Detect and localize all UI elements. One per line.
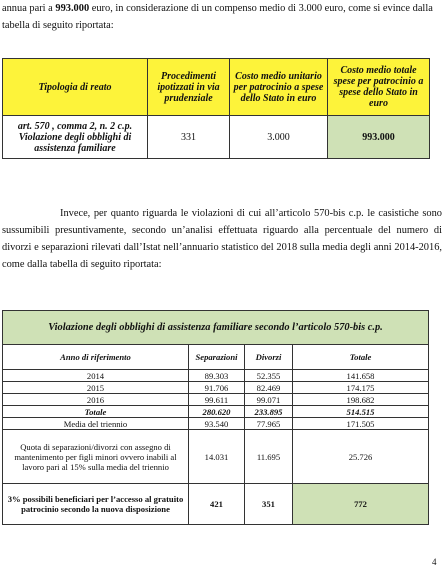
header-totale: Totale bbox=[293, 345, 429, 370]
intro-amount: 993.000 bbox=[55, 3, 90, 14]
cell-anno: Quota di separazioni/divorzi con assegno di mantenimento per figli minori ovvero inabili al lavoro pari al 15% sulla media del triennio bbox=[3, 430, 189, 484]
cell-totale: 171.505 bbox=[293, 418, 429, 430]
table-row bbox=[3, 370, 429, 382]
table-row bbox=[3, 382, 429, 394]
cell-separazioni: 421 bbox=[189, 484, 245, 525]
cell-divorzi: 351 bbox=[245, 484, 293, 525]
header-divorzi: Divorzi bbox=[245, 345, 293, 370]
intro-before: annua pari a bbox=[2, 3, 56, 14]
cell-totale: 141.658 bbox=[293, 370, 429, 382]
cell-divorzi: 99.071 bbox=[245, 394, 293, 406]
cell-totale: 772 bbox=[293, 484, 429, 525]
cell-anno: 2016 bbox=[3, 394, 189, 406]
violations-table-header-row bbox=[3, 345, 429, 370]
table-row-beneficiari bbox=[3, 484, 429, 525]
cell-procedimenti: 331 bbox=[148, 116, 230, 159]
page-number: 4 bbox=[432, 557, 437, 567]
cell-separazioni: 280.620 bbox=[189, 406, 245, 418]
cell-totale: 198.682 bbox=[293, 394, 429, 406]
violations-table-caption-row bbox=[3, 311, 429, 345]
cell-anno: 3% possibili beneficiari per l’accesso al gratuito patrocinio secondo la nuova disposizione bbox=[3, 484, 189, 525]
body-paragraph: Invece, per quanto riguarda le violazioni di cui all’articolo 570-bis c.p. le casistiche sono sussumibili presuntivamente, secondo un’analisi effettuata riguardo alla percentuale del numero di divorzi e separazioni rilevati dall’Istat nell’annuario statistico del 2018 sulla media degli anni 2014-2016, come dalla tabella di seguito riportata: bbox=[2, 208, 442, 270]
cell-costo-unitario: 3.000 bbox=[230, 116, 328, 159]
cost-table bbox=[2, 58, 430, 159]
cell-separazioni: 89.303 bbox=[189, 370, 245, 382]
cell-separazioni: 99.611 bbox=[189, 394, 245, 406]
cell-costo-totale: 993.000 bbox=[328, 116, 430, 159]
cell-anno: Totale bbox=[3, 406, 189, 418]
header-tipologia: Tipologia di reato bbox=[3, 59, 148, 116]
cell-anno: Media del triennio bbox=[3, 418, 189, 430]
intro-paragraph bbox=[2, 0, 440, 34]
cell-divorzi: 233.895 bbox=[245, 406, 293, 418]
cell-divorzi: 11.695 bbox=[245, 430, 293, 484]
table-row bbox=[3, 394, 429, 406]
violations-table-caption: Violazione degli obblighi di assistenza familiare secondo l’articolo 570-bis c.p. bbox=[3, 311, 429, 345]
header-separazioni: Separazioni bbox=[189, 345, 245, 370]
header-procedimenti: Procedimenti ipotizzati in via prudenziale bbox=[148, 59, 230, 116]
table-row-totale bbox=[3, 406, 429, 418]
cell-divorzi: 77.965 bbox=[245, 418, 293, 430]
violations-table bbox=[2, 310, 429, 525]
cell-divorzi: 52.355 bbox=[245, 370, 293, 382]
cell-anno: 2015 bbox=[3, 382, 189, 394]
header-costo-totale: Costo medio totale spese per patrocinio a spese dello Stato in euro bbox=[328, 59, 430, 116]
cell-reato: art. 570 , comma 2, n. 2 c.p. Violazione degli obblighi di assistenza familiare bbox=[3, 116, 148, 159]
cell-separazioni: 93.540 bbox=[189, 418, 245, 430]
cell-separazioni: 91.706 bbox=[189, 382, 245, 394]
cost-table-row bbox=[3, 116, 430, 159]
cell-anno: 2014 bbox=[3, 370, 189, 382]
cell-totale: 514.515 bbox=[293, 406, 429, 418]
cell-separazioni: 14.031 bbox=[189, 430, 245, 484]
header-anno: Anno di riferimento bbox=[3, 345, 189, 370]
cell-totale: 174.175 bbox=[293, 382, 429, 394]
table-row-quota bbox=[3, 430, 429, 484]
header-costo-unitario: Costo medio unitario per patrocinio a spese dello Stato in euro bbox=[230, 59, 328, 116]
intro-after: euro, in considerazione di un compenso medio di 3.000 euro, come si evince dalla tabella di seguito riportata: bbox=[2, 3, 433, 31]
cost-table-header-row bbox=[3, 59, 430, 116]
cell-totale: 25.726 bbox=[293, 430, 429, 484]
table-row-media bbox=[3, 418, 429, 430]
cell-divorzi: 82.469 bbox=[245, 382, 293, 394]
